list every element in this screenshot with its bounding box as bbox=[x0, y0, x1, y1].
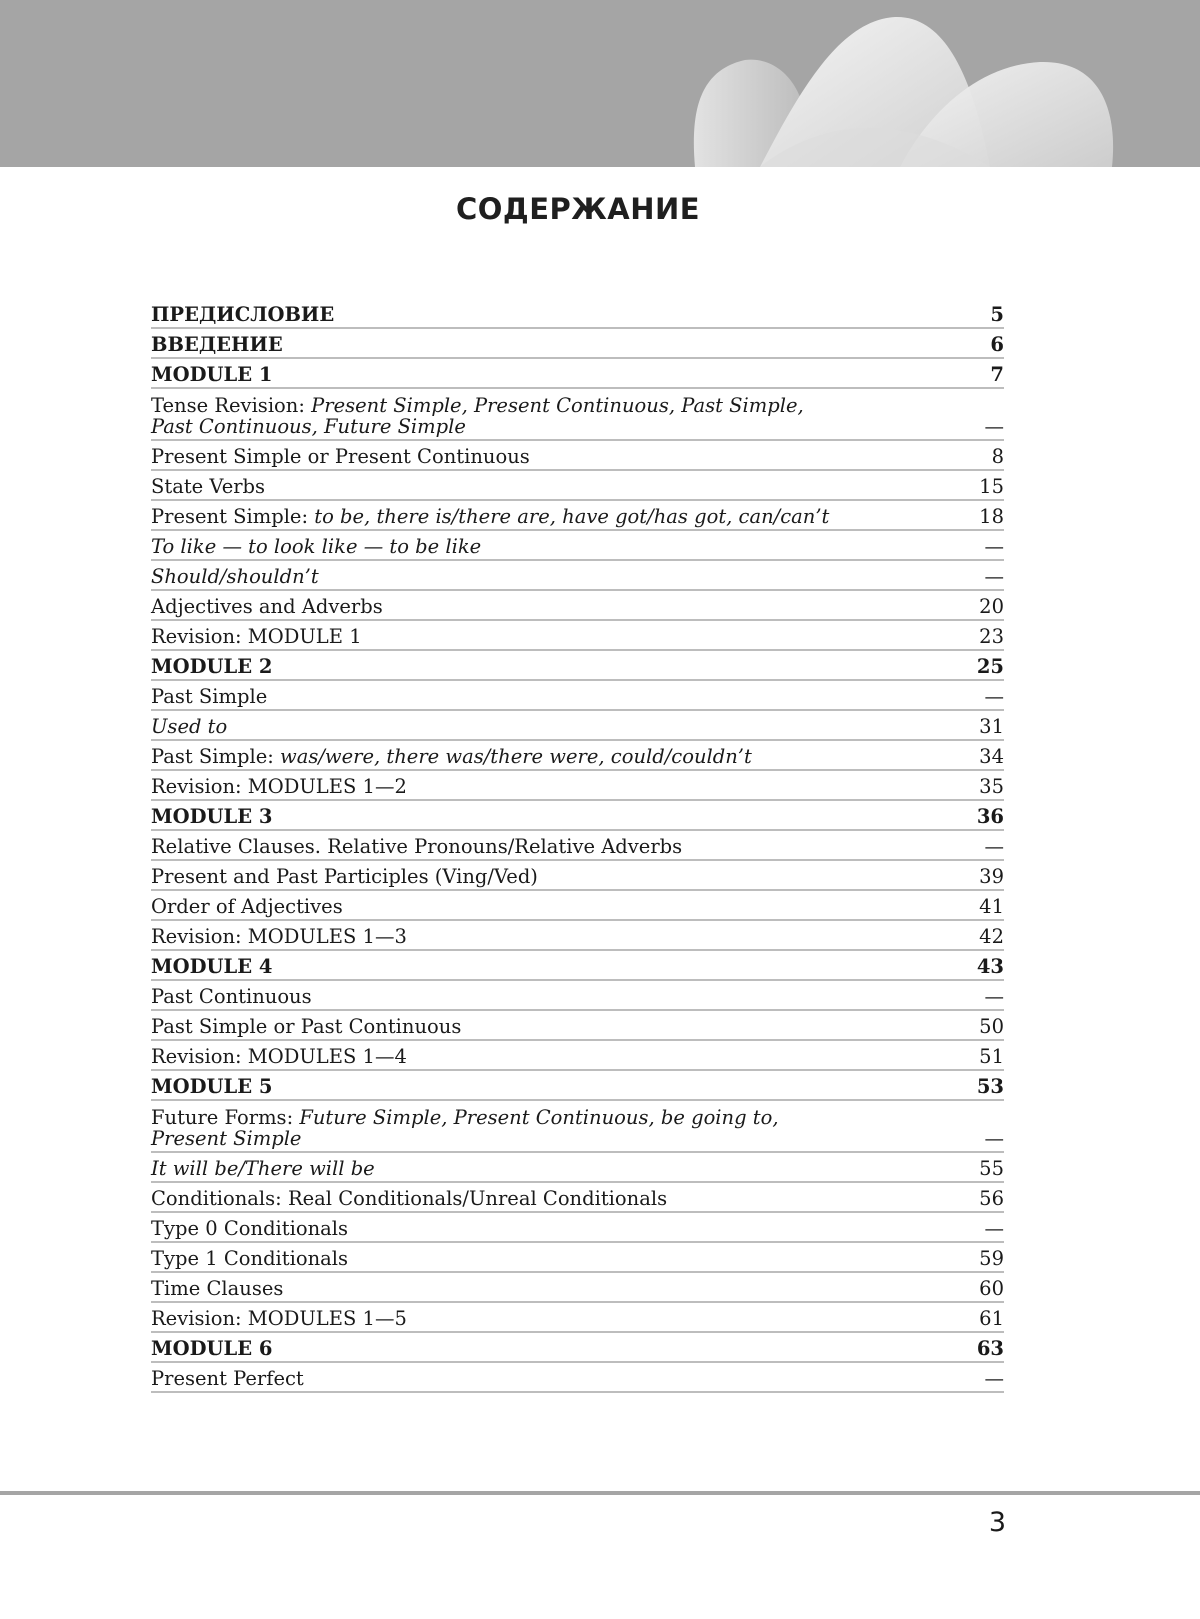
toc-entry-title bbox=[151, 1338, 964, 1359]
toc-entry bbox=[151, 299, 1004, 329]
toc-entry-page: 41 bbox=[979, 895, 1004, 918]
toc-entry-title bbox=[151, 446, 964, 467]
toc-entry-page: 55 bbox=[979, 1157, 1004, 1180]
toc-entry-page: 18 bbox=[979, 505, 1004, 528]
toc-entry-title-part: Present Simple, Present Continuous, Past Simple, Past Continuous, Future Simple bbox=[151, 394, 804, 438]
toc-entry bbox=[151, 441, 1004, 471]
toc-entry-page: — bbox=[984, 535, 1004, 558]
toc-entry-title-part: Past Continuous bbox=[151, 985, 312, 1008]
toc-entry-page: 15 bbox=[979, 475, 1004, 498]
toc-entry bbox=[151, 1101, 1004, 1153]
toc-entry-title-part: It will be/There will be bbox=[151, 1157, 375, 1180]
toc-entry-page: — bbox=[984, 835, 1004, 858]
toc-entry-title bbox=[151, 1368, 964, 1389]
toc-entry bbox=[151, 1213, 1004, 1243]
toc-entry-title-part: Relative Clauses. Relative Pronouns/Relative Adverbs bbox=[151, 835, 683, 858]
toc-entry bbox=[151, 1011, 1004, 1041]
toc-entry bbox=[151, 681, 1004, 711]
toc-entry-title-part: Tense Revision: bbox=[151, 394, 312, 417]
toc-entry-title-part: Time Clauses bbox=[151, 1277, 284, 1300]
toc-entry bbox=[151, 921, 1004, 951]
toc-entry bbox=[151, 771, 1004, 801]
toc-entry bbox=[151, 1041, 1004, 1071]
footer-divider bbox=[0, 1491, 1200, 1495]
toc-entry-title bbox=[151, 626, 964, 647]
toc-entry-title bbox=[151, 656, 964, 677]
toc-entry-title-part: Order of Adjectives bbox=[151, 895, 343, 918]
toc-entry-title bbox=[151, 364, 964, 385]
toc-entry-page: 31 bbox=[979, 715, 1004, 738]
toc-entry bbox=[151, 981, 1004, 1011]
toc-entry-title bbox=[151, 1218, 964, 1239]
toc-entry-page: 20 bbox=[979, 595, 1004, 618]
toc-entry bbox=[151, 561, 1004, 591]
toc-entry-page: — bbox=[984, 1367, 1004, 1390]
toc-entry-page: 8 bbox=[991, 445, 1004, 468]
toc-entry bbox=[151, 951, 1004, 981]
toc-entry-title-part: Revision: MODULES 1—2 bbox=[151, 775, 407, 798]
toc-entry-title bbox=[151, 304, 964, 325]
toc-entry-title bbox=[151, 334, 964, 355]
toc-entry-title-part: MODULE 4 bbox=[151, 955, 273, 978]
toc-entry-title-part: Revision: MODULES 1—5 bbox=[151, 1307, 407, 1330]
toc-entry-title bbox=[151, 395, 964, 437]
toc-entry bbox=[151, 891, 1004, 921]
toc-entry-page: — bbox=[984, 415, 1004, 438]
toc-entry-title-part: Present Simple: bbox=[151, 505, 315, 528]
toc-entry-page: 6 bbox=[990, 333, 1004, 356]
toc-entry-page: — bbox=[984, 565, 1004, 588]
toc-entry bbox=[151, 531, 1004, 561]
toc-entry-page: 50 bbox=[979, 1015, 1004, 1038]
toc-entry-page: 61 bbox=[979, 1307, 1004, 1330]
toc-entry-title-part: Conditionals: Real Conditionals/Unreal Conditionals bbox=[151, 1187, 668, 1210]
toc-entry bbox=[151, 1071, 1004, 1101]
toc-entry-page: 25 bbox=[976, 655, 1004, 678]
toc-entry-title bbox=[151, 986, 964, 1007]
toc-entry bbox=[151, 1363, 1004, 1393]
toc-entry-title bbox=[151, 776, 964, 797]
toc-entry-title-part: Type 1 Conditionals bbox=[151, 1247, 349, 1270]
toc-entry-title-part: State Verbs bbox=[151, 475, 266, 498]
toc-entry-title-part: to be, there is/there are, have got/has got, can/can’t bbox=[314, 505, 830, 528]
toc-entry-title bbox=[151, 596, 964, 617]
toc-entry-title-part: Past Simple or Past Continuous bbox=[151, 1015, 462, 1038]
toc-entry-title-part: ВВЕДЕНИЕ bbox=[151, 333, 283, 356]
toc-entry-title-part: Revision: MODULES 1—4 bbox=[151, 1045, 407, 1068]
toc-entry bbox=[151, 1183, 1004, 1213]
toc-entry bbox=[151, 1243, 1004, 1273]
toc-entry-title bbox=[151, 866, 964, 887]
toc-entry-title bbox=[151, 566, 964, 587]
toc-entry bbox=[151, 389, 1004, 441]
toc-entry bbox=[151, 1333, 1004, 1363]
page-title: СОДЕРЖАНИЕ bbox=[455, 192, 701, 226]
toc-entry bbox=[151, 711, 1004, 741]
toc-entry-title-part: Past Simple bbox=[151, 685, 268, 708]
toc-entry-title bbox=[151, 1278, 964, 1299]
toc-entry-page: 23 bbox=[979, 625, 1004, 648]
toc-entry-page: 53 bbox=[976, 1075, 1004, 1098]
toc-entry-title bbox=[151, 1016, 964, 1037]
toc-entry-page: 56 bbox=[979, 1187, 1004, 1210]
toc-entry-title-part: ПРЕДИСЛОВИЕ bbox=[151, 303, 335, 326]
toc-entry-title-part: Used to bbox=[151, 715, 228, 738]
toc-entry-title-part: Past Simple: bbox=[151, 745, 281, 768]
toc-entry-page: 51 bbox=[979, 1045, 1004, 1068]
toc-entry-title bbox=[151, 806, 964, 827]
toc-entry-page: 63 bbox=[976, 1337, 1004, 1360]
toc-entry-title bbox=[151, 1046, 964, 1067]
table-of-contents bbox=[151, 299, 1004, 1393]
toc-entry-page: — bbox=[984, 1127, 1004, 1150]
toc-entry-title-part: Present and Past Participles (Ving/Ved) bbox=[151, 865, 538, 888]
toc-entry bbox=[151, 359, 1004, 389]
toc-entry-page: 42 bbox=[979, 925, 1004, 948]
toc-entry bbox=[151, 1153, 1004, 1183]
toc-entry bbox=[151, 1273, 1004, 1303]
toc-entry-title-part: Revision: MODULES 1—3 bbox=[151, 925, 407, 948]
toc-entry-page: 43 bbox=[976, 955, 1004, 978]
toc-entry bbox=[151, 741, 1004, 771]
toc-entry bbox=[151, 501, 1004, 531]
header-banner bbox=[0, 0, 1200, 167]
toc-entry-title-part: MODULE 1 bbox=[151, 363, 273, 386]
toc-entry-title bbox=[151, 926, 964, 947]
toc-entry-title-part: Type 0 Conditionals bbox=[151, 1217, 349, 1240]
toc-entry-title bbox=[151, 1076, 964, 1097]
decorative-shape-icon bbox=[0, 0, 1200, 167]
toc-entry-page: 35 bbox=[979, 775, 1004, 798]
toc-entry bbox=[151, 621, 1004, 651]
toc-entry-title-part: Future Simple, Present Continuous, be going to, Present Simple bbox=[151, 1106, 779, 1150]
toc-entry-title-part: Present Perfect bbox=[151, 1367, 304, 1390]
toc-entry bbox=[151, 861, 1004, 891]
toc-entry bbox=[151, 329, 1004, 359]
toc-entry-title bbox=[151, 956, 964, 977]
toc-entry-title bbox=[151, 476, 964, 497]
toc-entry-title bbox=[151, 536, 964, 557]
toc-entry-page: 7 bbox=[990, 363, 1004, 386]
toc-entry-title-part: Should/shouldn’t bbox=[151, 565, 319, 588]
toc-entry bbox=[151, 471, 1004, 501]
toc-entry-title bbox=[151, 836, 964, 857]
toc-entry-title-part: Adjectives and Adverbs bbox=[151, 595, 383, 618]
page-number: 3 bbox=[988, 1507, 1006, 1538]
toc-entry-title-part: Future Forms: bbox=[151, 1106, 300, 1129]
toc-entry-title bbox=[151, 1308, 964, 1329]
toc-entry-page: 5 bbox=[990, 303, 1004, 326]
toc-entry-title bbox=[151, 1188, 964, 1209]
toc-entry-title bbox=[151, 506, 964, 527]
toc-entry-page: 59 bbox=[979, 1247, 1004, 1270]
toc-entry-title-part: Present Simple or Present Continuous bbox=[151, 445, 530, 468]
toc-entry-title-part: MODULE 2 bbox=[151, 655, 273, 678]
toc-entry-page: 36 bbox=[976, 805, 1004, 828]
toc-entry-title-part: MODULE 3 bbox=[151, 805, 273, 828]
toc-entry-page: 60 bbox=[979, 1277, 1004, 1300]
toc-entry-title bbox=[151, 746, 964, 767]
toc-entry-title bbox=[151, 1248, 964, 1269]
toc-entry bbox=[151, 801, 1004, 831]
toc-entry-page: 34 bbox=[979, 745, 1004, 768]
toc-entry-title-part: MODULE 5 bbox=[151, 1075, 273, 1098]
toc-entry-page: — bbox=[984, 685, 1004, 708]
toc-entry-title-part: was/were, there was/there were, could/couldn’t bbox=[280, 745, 752, 768]
toc-entry-title bbox=[151, 686, 964, 707]
toc-entry-title bbox=[151, 896, 964, 917]
toc-entry bbox=[151, 591, 1004, 621]
toc-entry bbox=[151, 831, 1004, 861]
toc-entry-page: 39 bbox=[979, 865, 1004, 888]
toc-entry-title-part: Revision: MODULE 1 bbox=[151, 625, 362, 648]
toc-entry-page: — bbox=[984, 1217, 1004, 1240]
toc-entry-title bbox=[151, 1158, 964, 1179]
toc-entry-title bbox=[151, 716, 964, 737]
toc-entry-title-part: MODULE 6 bbox=[151, 1337, 273, 1360]
toc-entry-title-part: To like — to look like — to be like bbox=[151, 535, 482, 558]
toc-entry-title bbox=[151, 1107, 964, 1149]
toc-entry-page: — bbox=[984, 985, 1004, 1008]
toc-entry bbox=[151, 1303, 1004, 1333]
toc-entry bbox=[151, 651, 1004, 681]
